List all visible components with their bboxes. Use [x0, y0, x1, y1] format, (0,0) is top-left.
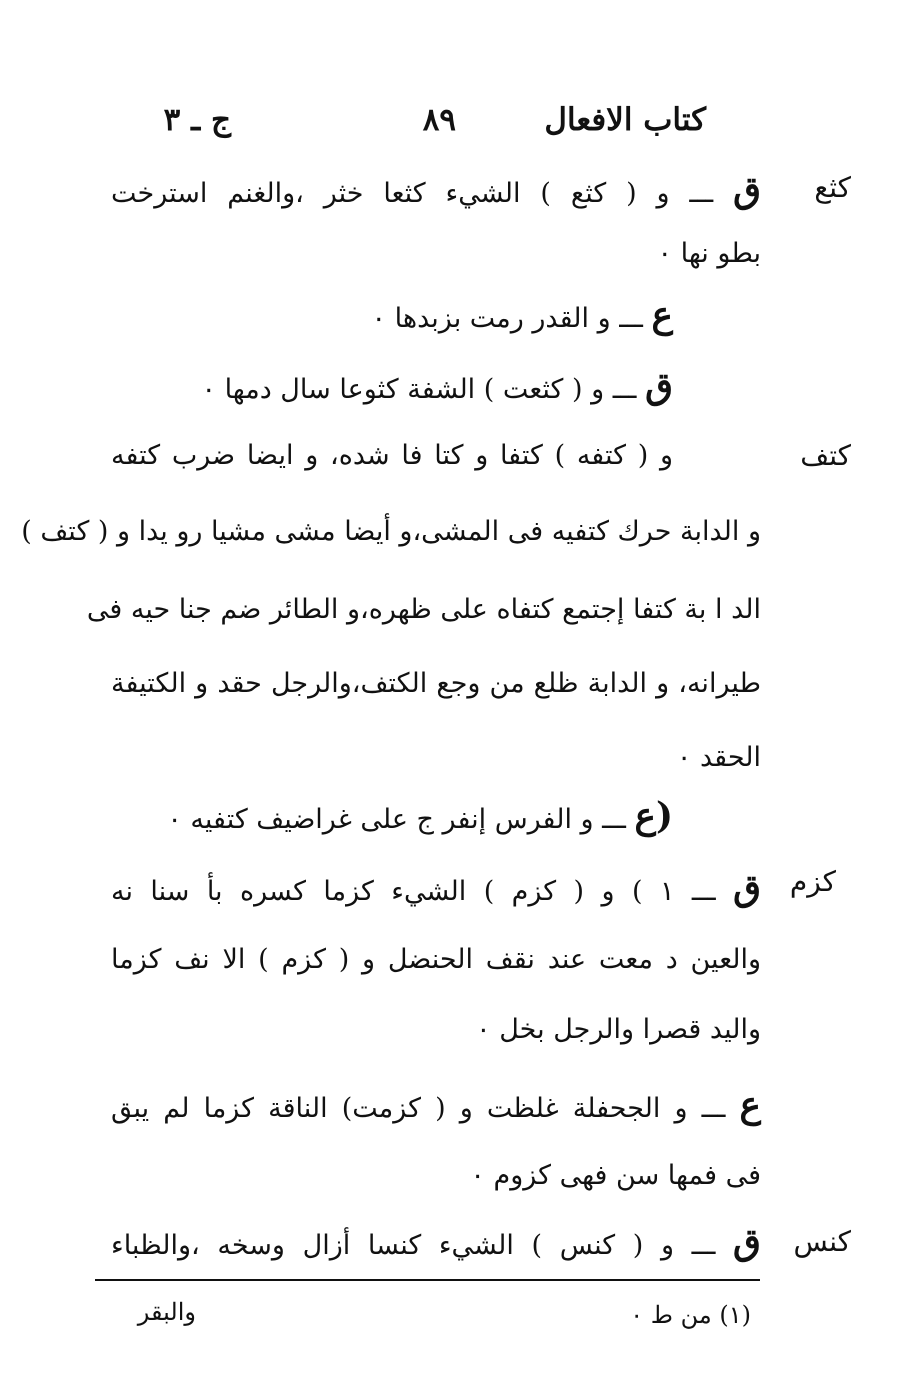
verb-mark: ع [651, 294, 673, 336]
root-word: كزم [789, 865, 836, 898]
entry-line [111, 1222, 761, 1266]
entry-line [167, 796, 673, 840]
entry-text: ـــ و الجحفلة غلظت و ( كزمت) الناقة كزما لم يبق [111, 1093, 726, 1124]
entry-line: بطو نها ٠ [657, 238, 761, 269]
root-word: كثع [814, 171, 851, 204]
entry-line [372, 295, 673, 339]
page-number: ٨٩ [422, 102, 456, 138]
verb-mark: ع [739, 1084, 761, 1126]
entry-line: فى فمها سن فهى كزوم ٠ [470, 1160, 761, 1191]
entry-line [201, 366, 673, 410]
entry-line: و ( كتفه ) كتفا و كتا فا شده، و ايضا ضرب كتفه [111, 440, 673, 471]
entry-line [111, 170, 761, 214]
entry-line: طيرانه، و الدابة ظلع من وجع الكتف،والرجل حقد و الكتيفة [111, 668, 761, 699]
entry-line: الحقد ٠ [676, 742, 761, 773]
entry-line: و الدابة حرك كتفيه فى المشى،و أيضا مشى مشيا رو يدا و ( كتف ) [21, 516, 761, 547]
root-word: كتف [800, 439, 851, 472]
entry-line [111, 1085, 761, 1129]
verb-mark: ق [733, 169, 761, 211]
entry-line [111, 868, 761, 912]
verb-mark: ق [733, 1221, 761, 1263]
verb-mark: ق [733, 867, 761, 909]
entry-text: ـــ ١ ) و ( كزم ) الشيء كزما كسره بأ سنا نه [111, 876, 716, 907]
entry-text: ـــ و ( كثع ) الشيء كثعا خثر ،والغنم استرخت [111, 178, 714, 209]
verb-mark: ق [645, 365, 673, 407]
book-title: كتاب الافعال [544, 102, 706, 138]
entry-line: الد ا بة كتفا إجتمع كتفاه على ظهره،و الطائر ضم جنا حيه فى [86, 594, 761, 625]
catchword: والبقر [137, 1298, 196, 1326]
entry-line: واليد قصرا والرجل بخل ٠ [476, 1014, 761, 1045]
entry-text: ـــ و ( كثعت ) الشفة كثوعا سال دمها ٠ [201, 374, 637, 405]
verb-mark: (ع [634, 795, 673, 837]
footnote-rule [95, 1279, 760, 1281]
root-word: كنس [793, 1225, 851, 1258]
entry-line: والعين د معت عند نقف الحنضل و ( كزم ) الا نف كزما [111, 944, 761, 975]
volume-label: ج ـ ٣ [163, 102, 231, 138]
entry-text: ـــ و ( كنس ) الشيء كنسا أزال وسخه ،والظباء [111, 1230, 716, 1261]
footnote: (١) من ط ٠ [630, 1301, 751, 1329]
entry-text: ـــ و القدر رمت بزبدها ٠ [371, 303, 643, 334]
entry-text: ـــ و الفرس إنفر ج على غراضيف كتفيه ٠ [167, 804, 626, 835]
